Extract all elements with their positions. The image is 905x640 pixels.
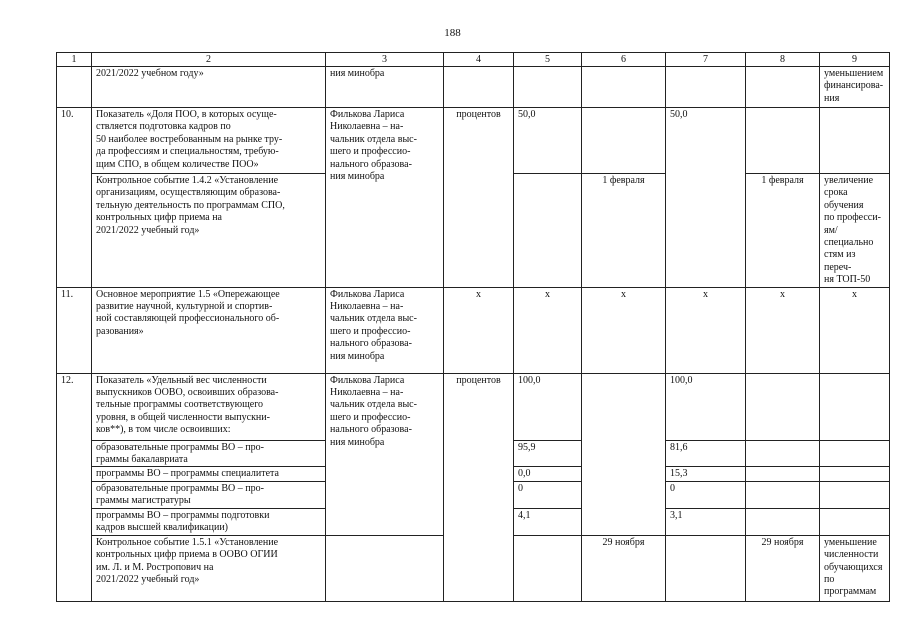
cell-note: уменьшением финансирова- ния [820,67,890,108]
cell-col7: 100,0 [666,373,746,440]
cell-col5: 4,1 [514,508,582,535]
cell-col8 [746,440,820,467]
cell-note [820,440,890,467]
cell-col5: 50,0 [514,108,582,174]
header-col-2: 2 [92,53,326,67]
table-row-11 [57,287,890,373]
cell-note: увеличение срока обучения по професси- ям/специально стям из переч- ня ТОП-50 [820,174,890,288]
cell-col6 [582,67,666,108]
cell-unit [444,67,514,108]
cell-col5: 95,9 [514,440,582,467]
cell-col7 [666,67,746,108]
cell-description: Показатель «Доля ПОО, в которых осуще- ствляется подготовка кадров по 50 наиболее востребованным на рынке тру- да профессиям и специальностям, требую- щим СПО, в общем количестве ПОО» [92,108,326,174]
cell-col6: 29 ноября [582,535,666,601]
cell-col5 [514,174,582,288]
cell-note [820,373,890,440]
cell-num: 12. [57,373,92,601]
cell-col6: 1 февраля [582,174,666,288]
cell-description: 2021/2022 учебном году» [92,67,326,108]
cell-col8 [746,67,820,108]
cell-col7 [666,535,746,601]
cell-col8 [746,467,820,481]
cell-responsible: Филькова Лариса Николаевна – на- чальник отдела выс- шего и профессио- нального образова- ния минобра [326,373,444,535]
cell-description: программы ВО – программы подготовки кадров высшей квалификации) [92,508,326,535]
cell-description: Контрольное событие 1.5.1 «Установление контрольных цифр приема в ООВО ОГИИ им. Л. и М. Ростропович на 2021/2022 учебный год» [92,535,326,601]
header-col-1: 1 [57,53,92,67]
header-col-7: 7 [666,53,746,67]
cell-responsible: Филькова Лариса Николаевна – на- чальник отдела выс- шего и профессио- нального образова- ния минобра [326,287,444,373]
cell-responsible: ния минобра [326,67,444,108]
cell-description: Контрольное событие 1.4.2 «Установление организациям, осуществляющим образова- тельную деятельность по программам СПО, контрольных цифр приема на 2021/2022 учебный год» [92,174,326,288]
cell-col5 [514,535,582,601]
cell-col8: 1 февраля [746,174,820,288]
cell-description: образовательные программы ВО – про- граммы магистратуры [92,481,326,508]
cell-description: Основное мероприятие 1.5 «Опережающее развитие научной, культурной и спортив- ной составляющей профессионального об- разования» [92,287,326,373]
cell-col8: х [746,287,820,373]
cell-description: Показатель «Удельный вес численности выпускников ООВО, освоивших образова- тельные программы соответствующего уровня, в общей численности выпускни- ков**), в том числе освоивших: [92,373,326,440]
cell-col5: 0,0 [514,467,582,481]
table-row-12 [57,373,890,440]
cell-description: образовательные программы ВО – про- граммы бакалавриата [92,440,326,467]
cell-col7: 81,6 [666,440,746,467]
cell-col7: 15,3 [666,467,746,481]
cell-col6: х [582,287,666,373]
cell-unit: процентов [444,108,514,288]
table-row-10 [57,108,890,174]
cell-num: 11. [57,287,92,373]
cell-col6 [582,108,666,174]
header-row [57,53,890,67]
cell-col5 [514,67,582,108]
cell-note: х [820,287,890,373]
cell-unit: процентов [444,373,514,601]
cell-col5: 100,0 [514,373,582,440]
header-col-8: 8 [746,53,820,67]
cell-note [820,508,890,535]
cell-num [57,67,92,108]
cell-col7: 0 [666,481,746,508]
cell-col8 [746,373,820,440]
cell-note [820,481,890,508]
cell-col8 [746,481,820,508]
cell-col5: 0 [514,481,582,508]
cell-col7: х [666,287,746,373]
page-number: 188 [444,27,461,39]
cell-col7: 3,1 [666,508,746,535]
cell-col7: 50,0 [666,108,746,288]
cell-col8 [746,108,820,174]
cell-col8 [746,508,820,535]
cell-col5: х [514,287,582,373]
cell-num: 10. [57,108,92,288]
header-col-6: 6 [582,53,666,67]
cell-responsible: Филькова Лариса Николаевна – на- чальник отдела выс- шего и профессио- нального образова- ния минобра [326,108,444,288]
cell-col6 [582,373,666,535]
cell-description: программы ВО – программы специалитета [92,467,326,481]
cell-note: уменьшение численности обучающихся по программам [820,535,890,601]
plan-table [56,52,890,602]
cell-note [820,108,890,174]
table-row-continued [57,67,890,108]
cell-note [820,467,890,481]
cell-responsible [326,535,444,601]
cell-col8: 29 ноября [746,535,820,601]
header-col-4: 4 [444,53,514,67]
header-col-9: 9 [820,53,890,67]
header-col-5: 5 [514,53,582,67]
header-col-3: 3 [326,53,444,67]
cell-unit: х [444,287,514,373]
